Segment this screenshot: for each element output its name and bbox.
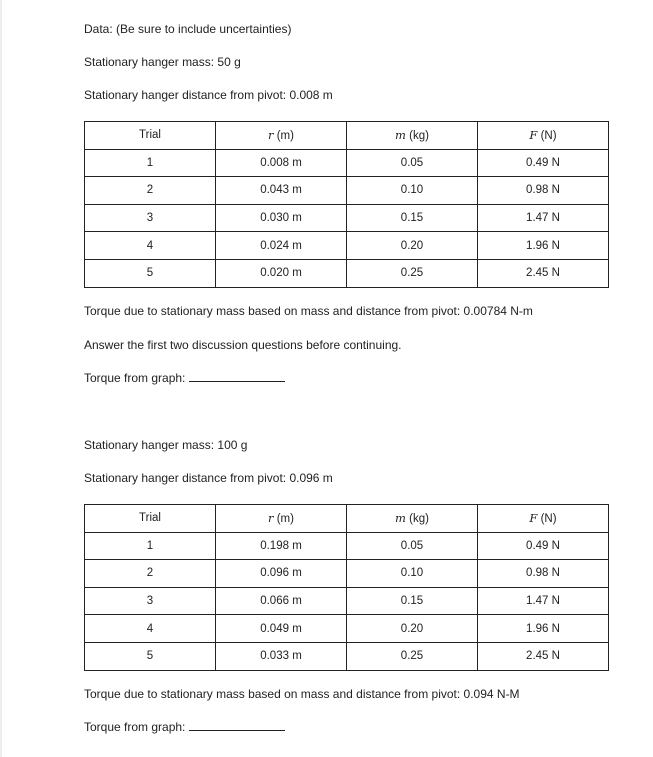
f-cell: 1.96 N xyxy=(478,615,609,643)
header-m: m (kg) xyxy=(347,122,478,150)
graph-torque-blank[interactable] xyxy=(189,371,285,382)
f-cell: 1.47 N xyxy=(478,204,609,232)
f-cell: 2.45 N xyxy=(478,642,609,670)
graph-torque-label: Torque from graph: xyxy=(84,371,186,385)
graph-torque-label: Torque from graph: xyxy=(84,720,186,734)
r-cell: 0.024 m xyxy=(216,232,347,260)
table-row xyxy=(85,532,609,560)
header-f: F (N) xyxy=(478,505,609,533)
f-cell: 0.98 N xyxy=(478,560,609,588)
trial-cell: 4 xyxy=(85,232,216,260)
r-cell: 0.066 m xyxy=(216,587,347,615)
section1-data-table xyxy=(84,121,609,288)
header-f: F (N) xyxy=(478,122,609,150)
section2-graph-torque xyxy=(84,720,285,734)
r-cell: 0.030 m xyxy=(216,204,347,232)
m-cell: 0.10 xyxy=(347,177,478,205)
section1-mass-line: Stationary hanger mass: 50 g xyxy=(84,55,241,69)
r-cell: 0.008 m xyxy=(216,149,347,177)
m-cell: 0.25 xyxy=(347,642,478,670)
r-cell: 0.049 m xyxy=(216,615,347,643)
trial-cell: 3 xyxy=(85,587,216,615)
f-cell: 0.98 N xyxy=(478,177,609,205)
header-trial: Trial xyxy=(85,122,216,150)
data-note: Data: (Be sure to include uncertainties) xyxy=(84,22,292,36)
page-edge xyxy=(0,0,2,757)
trial-cell: 2 xyxy=(85,177,216,205)
section1-distance-line: Stationary hanger distance from pivot: 0.008 m xyxy=(84,88,333,102)
table-header-row xyxy=(85,505,609,533)
trial-cell: 4 xyxy=(85,615,216,643)
header-r: r (m) xyxy=(216,505,347,533)
section1-torque-line: Torque due to stationary mass based on mass and distance from pivot: 0.00784 N-m xyxy=(84,304,533,318)
trial-cell: 3 xyxy=(85,204,216,232)
table-row xyxy=(85,149,609,177)
r-cell: 0.198 m xyxy=(216,532,347,560)
trial-cell: 2 xyxy=(85,560,216,588)
table-row xyxy=(85,204,609,232)
graph-torque-blank[interactable] xyxy=(189,720,285,731)
trial-cell: 5 xyxy=(85,259,216,287)
table-row xyxy=(85,642,609,670)
section2-data-table xyxy=(84,504,609,671)
r-cell: 0.096 m xyxy=(216,560,347,588)
m-cell: 0.10 xyxy=(347,560,478,588)
table-row xyxy=(85,615,609,643)
m-cell: 0.25 xyxy=(347,259,478,287)
section2-mass-line: Stationary hanger mass: 100 g xyxy=(84,438,248,452)
r-cell: 0.020 m xyxy=(216,259,347,287)
m-cell: 0.05 xyxy=(347,532,478,560)
table-header-row xyxy=(85,122,609,150)
header-trial: Trial xyxy=(85,505,216,533)
f-cell: 0.49 N xyxy=(478,149,609,177)
m-cell: 0.20 xyxy=(347,615,478,643)
section1-answer-line: Answer the first two discussion questions before continuing. xyxy=(84,338,402,352)
r-cell: 0.043 m xyxy=(216,177,347,205)
f-cell: 0.49 N xyxy=(478,532,609,560)
m-cell: 0.15 xyxy=(347,587,478,615)
f-cell: 2.45 N xyxy=(478,259,609,287)
r-cell: 0.033 m xyxy=(216,642,347,670)
f-cell: 1.47 N xyxy=(478,587,609,615)
section2-distance-line: Stationary hanger distance from pivot: 0.096 m xyxy=(84,471,333,485)
m-cell: 0.05 xyxy=(347,149,478,177)
trial-cell: 1 xyxy=(85,149,216,177)
section1-graph-torque xyxy=(84,371,285,385)
header-r: r (m) xyxy=(216,122,347,150)
table-row xyxy=(85,560,609,588)
table-row xyxy=(85,259,609,287)
m-cell: 0.20 xyxy=(347,232,478,260)
header-m: m (kg) xyxy=(347,505,478,533)
table-row xyxy=(85,232,609,260)
f-cell: 1.96 N xyxy=(478,232,609,260)
trial-cell: 5 xyxy=(85,642,216,670)
section2-torque-line: Torque due to stationary mass based on mass and distance from pivot: 0.094 N-M xyxy=(84,687,520,701)
table-row xyxy=(85,587,609,615)
trial-cell: 1 xyxy=(85,532,216,560)
table-row xyxy=(85,177,609,205)
m-cell: 0.15 xyxy=(347,204,478,232)
